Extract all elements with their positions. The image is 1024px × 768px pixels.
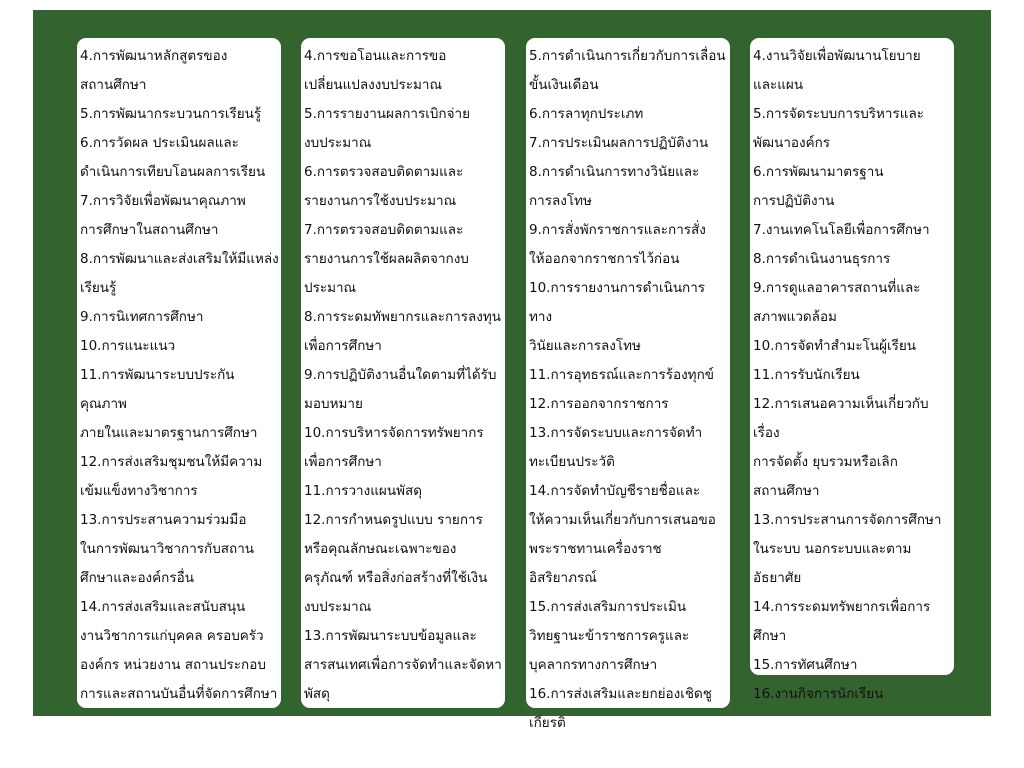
item-list: [753, 42, 952, 709]
list-item: 12.การส่งเสริมชุมชนให้มีความ เข้มแข็งทางวิชาการ: [80, 454, 263, 499]
list-item: 11.การอุทธรณ์และการร้องทุกข์: [529, 367, 714, 383]
list-item: 9.การปฏิบัติงานอื่นใดตามที่ได้รับ มอบหมาย: [304, 367, 497, 412]
card-column-4: [750, 38, 954, 702]
list-item: 5.การรายงานผลการเบิกจ่าย งบประมาณ: [304, 106, 470, 151]
green-board: [33, 10, 991, 731]
list-item: 6.การพัฒนามาตรฐาน การปฏิบัติงาน: [753, 164, 884, 209]
list-item: 12.การกำหนดรูปแบบ รายการ หรือคุณลักษณะเฉพาะของ ครุภัณฑ์ หรือสิ่งก่อสร้างที่ใช้เงิน งบประมาณ: [304, 512, 488, 615]
list-item: 13.การจัดระบบและการจัดทำ ทะเบียนประวัติ: [529, 425, 703, 470]
list-item: 16.การส่งเสริมและยกย่องเชิดชู เกียรติ: [529, 686, 712, 731]
list-item: 13.การประสานความร่วมมือ ในการพัฒนาวิชาการกับสถาน ศึกษาและองค์กรอื่น: [80, 512, 255, 586]
card-column-1: [77, 38, 281, 708]
list-item: 11.การรับนักเรียน: [753, 367, 860, 383]
item-list: [529, 42, 728, 738]
list-item: 8.การระดมทัพยากรและการลงทุน เพื่อการศึกษา: [304, 309, 501, 354]
list-item: 5.การจัดระบบการบริหารและ พัฒนาองค์กร: [753, 106, 924, 151]
list-item: 10.การบริหารจัดการทรัพยากร เพื่อการศึกษา: [304, 425, 484, 470]
list-item: 6.การวัดผล ประเมินผลและ ดำเนินการเทียบโอนผลการเรียน: [80, 135, 266, 180]
list-item: 8.การพัฒนาและส่งเสริมให้มีแหล่ง เรียนรู้: [80, 251, 279, 296]
item-list: [80, 42, 279, 709]
list-item: 5.การพัฒนากระบวนการเรียนรู้: [80, 106, 262, 122]
card-column-3: [526, 38, 730, 731]
list-item: 10.การรายงานการดำเนินการทาง วินัยและการลงโทษ: [529, 280, 706, 354]
list-item: 5.การดำเนินการเกี่ยวกับการเลื่อน ขั้นเงินเดือน: [529, 48, 726, 93]
list-item: 6.การตรวจสอบติดตามและ รายงานการใช้งบประมาณ: [304, 164, 464, 209]
list-item: 9.การสั่งพักราชการและการสั่ง ให้ออกจากราชการไว้ก่อน: [529, 222, 706, 267]
list-item: 4.งานวิจัยเพื่อพัฒนานโยบาย และแผน: [753, 48, 921, 93]
list-item: 9.การดูแลอาคารสถานที่และ สภาพแวดล้อม: [753, 280, 921, 325]
list-item: 8.การดำเนินการทางวินัยและ การลงโทษ: [529, 164, 700, 209]
list-item: 4.การขอโอนและการขอ เปลี่ยนแปลงงบประมาณ: [304, 48, 447, 93]
list-item: 10.การแนะแนว: [80, 338, 176, 354]
list-item: 12.การออกจากราชการ: [529, 396, 669, 412]
card-column-2: [301, 38, 505, 708]
list-item: 14.การระดมทรัพยากรเพื่อการ ศึกษา: [753, 599, 931, 644]
list-item: 16.งานกิจการนักเรียน: [753, 686, 884, 702]
list-item: 15.การทัศนศึกษา: [753, 657, 858, 673]
item-list: [304, 42, 503, 709]
list-item: 7.งานเทคโนโลยีเพื่อการศึกษา: [753, 222, 930, 238]
list-item: 14.การจัดทำบัญชีรายชื่อและ ให้ความเห็นเกี่ยวกับการเสนอขอ พระราชทานเครื่องราชอิสริยาภรณ์: [529, 483, 716, 586]
list-item: 4.การพัฒนาหลักสูตรของ สถานศึกษา: [80, 48, 228, 93]
list-item: 13.การประสานการจัดการศึกษา ในระบบ นอกระบบและตาม อัธยาศัย: [753, 512, 942, 586]
list-item: 7.การประเมินผลการปฏิบัติงาน: [529, 135, 709, 151]
list-item: 12.การเสนอความเห็นเกี่ยวกับเรื่อง การจัดตั้ง ยุบรวมหรือเลิก สถานศึกษา: [753, 396, 929, 499]
list-item: 10.การจัดทำสำมะโนผู้เรียน: [753, 338, 916, 354]
list-item: 11.การวางแผนพัสดุ: [304, 483, 422, 499]
list-item: 9.การนิเทศการศึกษา: [80, 309, 204, 325]
list-item: 6.การลาทุกประเภท: [529, 106, 644, 122]
list-item: 14.การส่งเสริมและสนับสนุน งานวิชาการแก่บุคคล ครอบครัว องค์กร หน่วยงาน สถานประกอบ การและสถานบันอื่นที่จัดการศึกษา: [80, 599, 278, 702]
list-item: 8.การดำเนินงานธุรการ: [753, 251, 891, 267]
list-item: 7.การตรวจสอบติดตามและ รายงานการใช้ผลผลิตจากงบ ประมาณ: [304, 222, 469, 296]
list-item: 13.การพัฒนาระบบข้อมูลและ สารสนเทศเพื่อการจัดทำและจัดหา พัสดุ: [304, 628, 502, 702]
list-item: 7.การวิจัยเพื่อพัฒนาคุณภาพ การศึกษาในสถานศึกษา: [80, 193, 246, 238]
list-item: 15.การส่งเสริมการประเมิน วิทยฐานะข้าราชการครูและ บุคลากรทางการศึกษา: [529, 599, 690, 673]
list-item: 11.การพัฒนาระบบประกันคุณภาพ ภายในและมาตรฐานการศึกษา: [80, 367, 258, 441]
